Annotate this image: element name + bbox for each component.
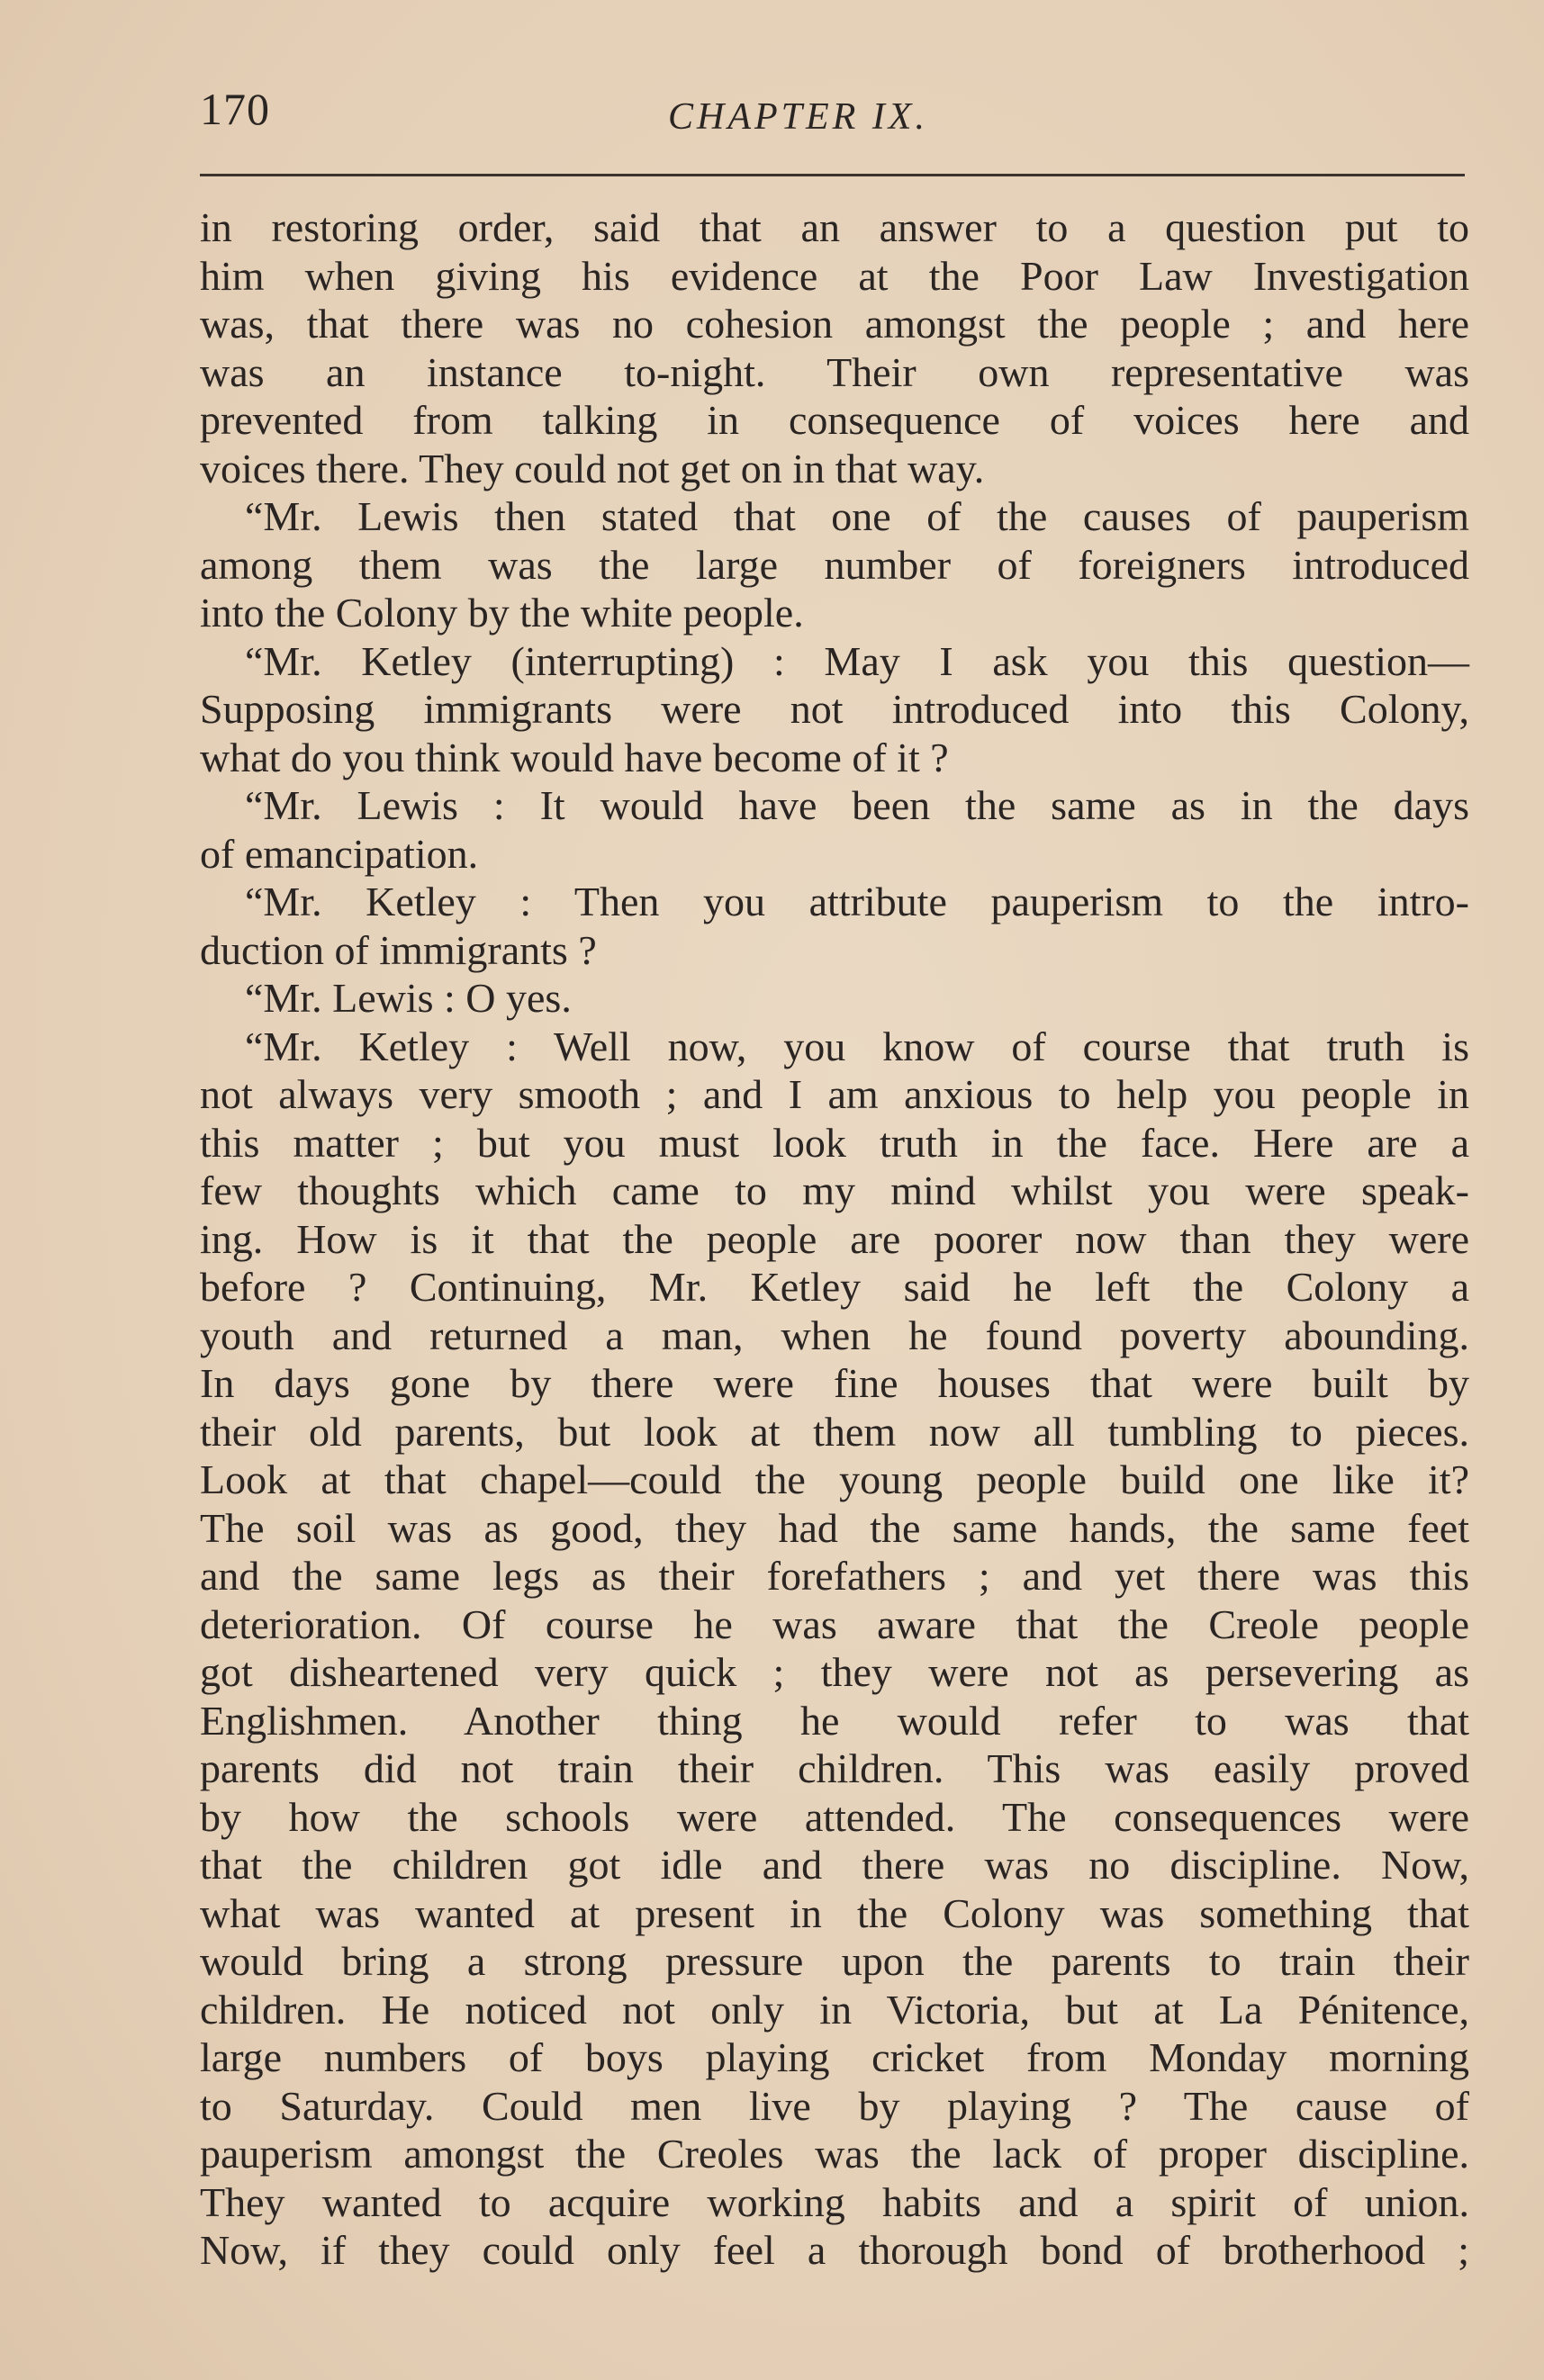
text-line: Supposing immigrants were not introduced into this Colony, bbox=[200, 686, 1469, 732]
text-line: got disheartened very quick ; they were not as persevering as bbox=[200, 1649, 1469, 1695]
text-line: was, that there was no cohesion amongst the people ; and here bbox=[200, 301, 1469, 347]
text-line: The soil was as good, they had the same hands, the same feet bbox=[200, 1504, 1469, 1551]
text-line: Now, if they could only feel a thorough bond of brotherhood ; bbox=[200, 2227, 1469, 2273]
text-line: him when giving his evidence at the Poor Law Investigation bbox=[200, 252, 1469, 299]
text-line: They wanted to acquire working habits and a spirit of union. bbox=[200, 2178, 1469, 2225]
text-line: ing. How is it that the people are poorer now than they were bbox=[200, 1215, 1469, 1262]
text-line: their old parents, but look at them now all tumbling to pieces. bbox=[200, 1408, 1469, 1455]
text-line: to Saturday. Could men live by playing ? The cause of bbox=[200, 2082, 1469, 2129]
text-line: children. He noticed not only in Victoria, but at La Pénitence, bbox=[200, 1986, 1469, 2033]
text-line: youth and returned a man, when he found poverty abounding. bbox=[200, 1312, 1469, 1358]
text-line: Look at that chapel—could the young people build one like it? bbox=[200, 1456, 1469, 1502]
text-line: parents did not train their children. This was easily proved bbox=[200, 1745, 1469, 1791]
page-header bbox=[200, 83, 1469, 155]
text-line: of emancipation. bbox=[200, 830, 479, 877]
text-line: not always very smooth ; and I am anxious to help you people in bbox=[200, 1071, 1469, 1117]
text-line: in restoring order, said that an answer to a question put to bbox=[200, 204, 1469, 250]
text-line: deterioration. Of course he was aware that the Creole people bbox=[200, 1600, 1469, 1647]
running-head: CHAPTER IX. bbox=[668, 96, 928, 138]
text-line: prevented from talking in consequence of voices here and bbox=[200, 397, 1469, 443]
text-line: what was wanted at present in the Colony was something that bbox=[200, 1889, 1469, 1936]
header-rule bbox=[200, 174, 1465, 176]
body-text bbox=[200, 203, 1469, 2275]
text-line: large numbers of boys playing cricket from Monday morning bbox=[200, 2034, 1469, 2080]
text-line: “Mr. Ketley : Then you attribute pauperism to the intro- bbox=[245, 879, 1469, 924]
text-line: few thoughts which came to my mind whilst you were speak- bbox=[200, 1167, 1469, 1213]
text-line: pauperism amongst the Creoles was the lack of proper discipline. bbox=[200, 2131, 1469, 2177]
text-line: Englishmen. Another thing he would refer to was that bbox=[200, 1697, 1469, 1744]
page-number: 170 bbox=[200, 84, 270, 134]
text-line: “Mr. Lewis then stated that one of the causes of pauperism bbox=[245, 493, 1469, 539]
text-line: was an instance to-night. Their own representative was bbox=[200, 348, 1469, 395]
text-line: “Mr. Lewis : It would have been the same as in the days bbox=[245, 782, 1469, 828]
text-line: and the same legs as their forefathers ; and yet there was this bbox=[200, 1553, 1469, 1599]
text-line: what do you think would have become of it ? bbox=[200, 734, 949, 780]
text-line: duction of immigrants ? bbox=[200, 926, 597, 973]
text-line: this matter ; but you must look truth in the face. Here are a bbox=[200, 1119, 1469, 1166]
text-line: into the Colony by the white people. bbox=[200, 590, 804, 636]
text-line: “Mr. Ketley (interrupting) : May I ask you this question— bbox=[245, 637, 1469, 684]
text-line: would bring a strong pressure upon the parents to train their bbox=[200, 1938, 1469, 1984]
text-line: among them was the large number of foreigners introduced bbox=[200, 541, 1469, 588]
text-line: before ? Continuing, Mr. Ketley said he left the Colony a bbox=[200, 1264, 1469, 1310]
text-line: “Mr. Lewis : O yes. bbox=[245, 975, 572, 1021]
text-line: by how the schools were attended. The consequences were bbox=[200, 1793, 1469, 1840]
text-line: In days gone by there were fine houses that were built by bbox=[200, 1360, 1469, 1406]
text-line: “Mr. Ketley : Well now, you know of course that truth is bbox=[245, 1023, 1469, 1069]
text-line: voices there. They could not get on in that way. bbox=[200, 445, 985, 491]
text-line: that the children got idle and there was no discipline. Now, bbox=[200, 1842, 1469, 1888]
